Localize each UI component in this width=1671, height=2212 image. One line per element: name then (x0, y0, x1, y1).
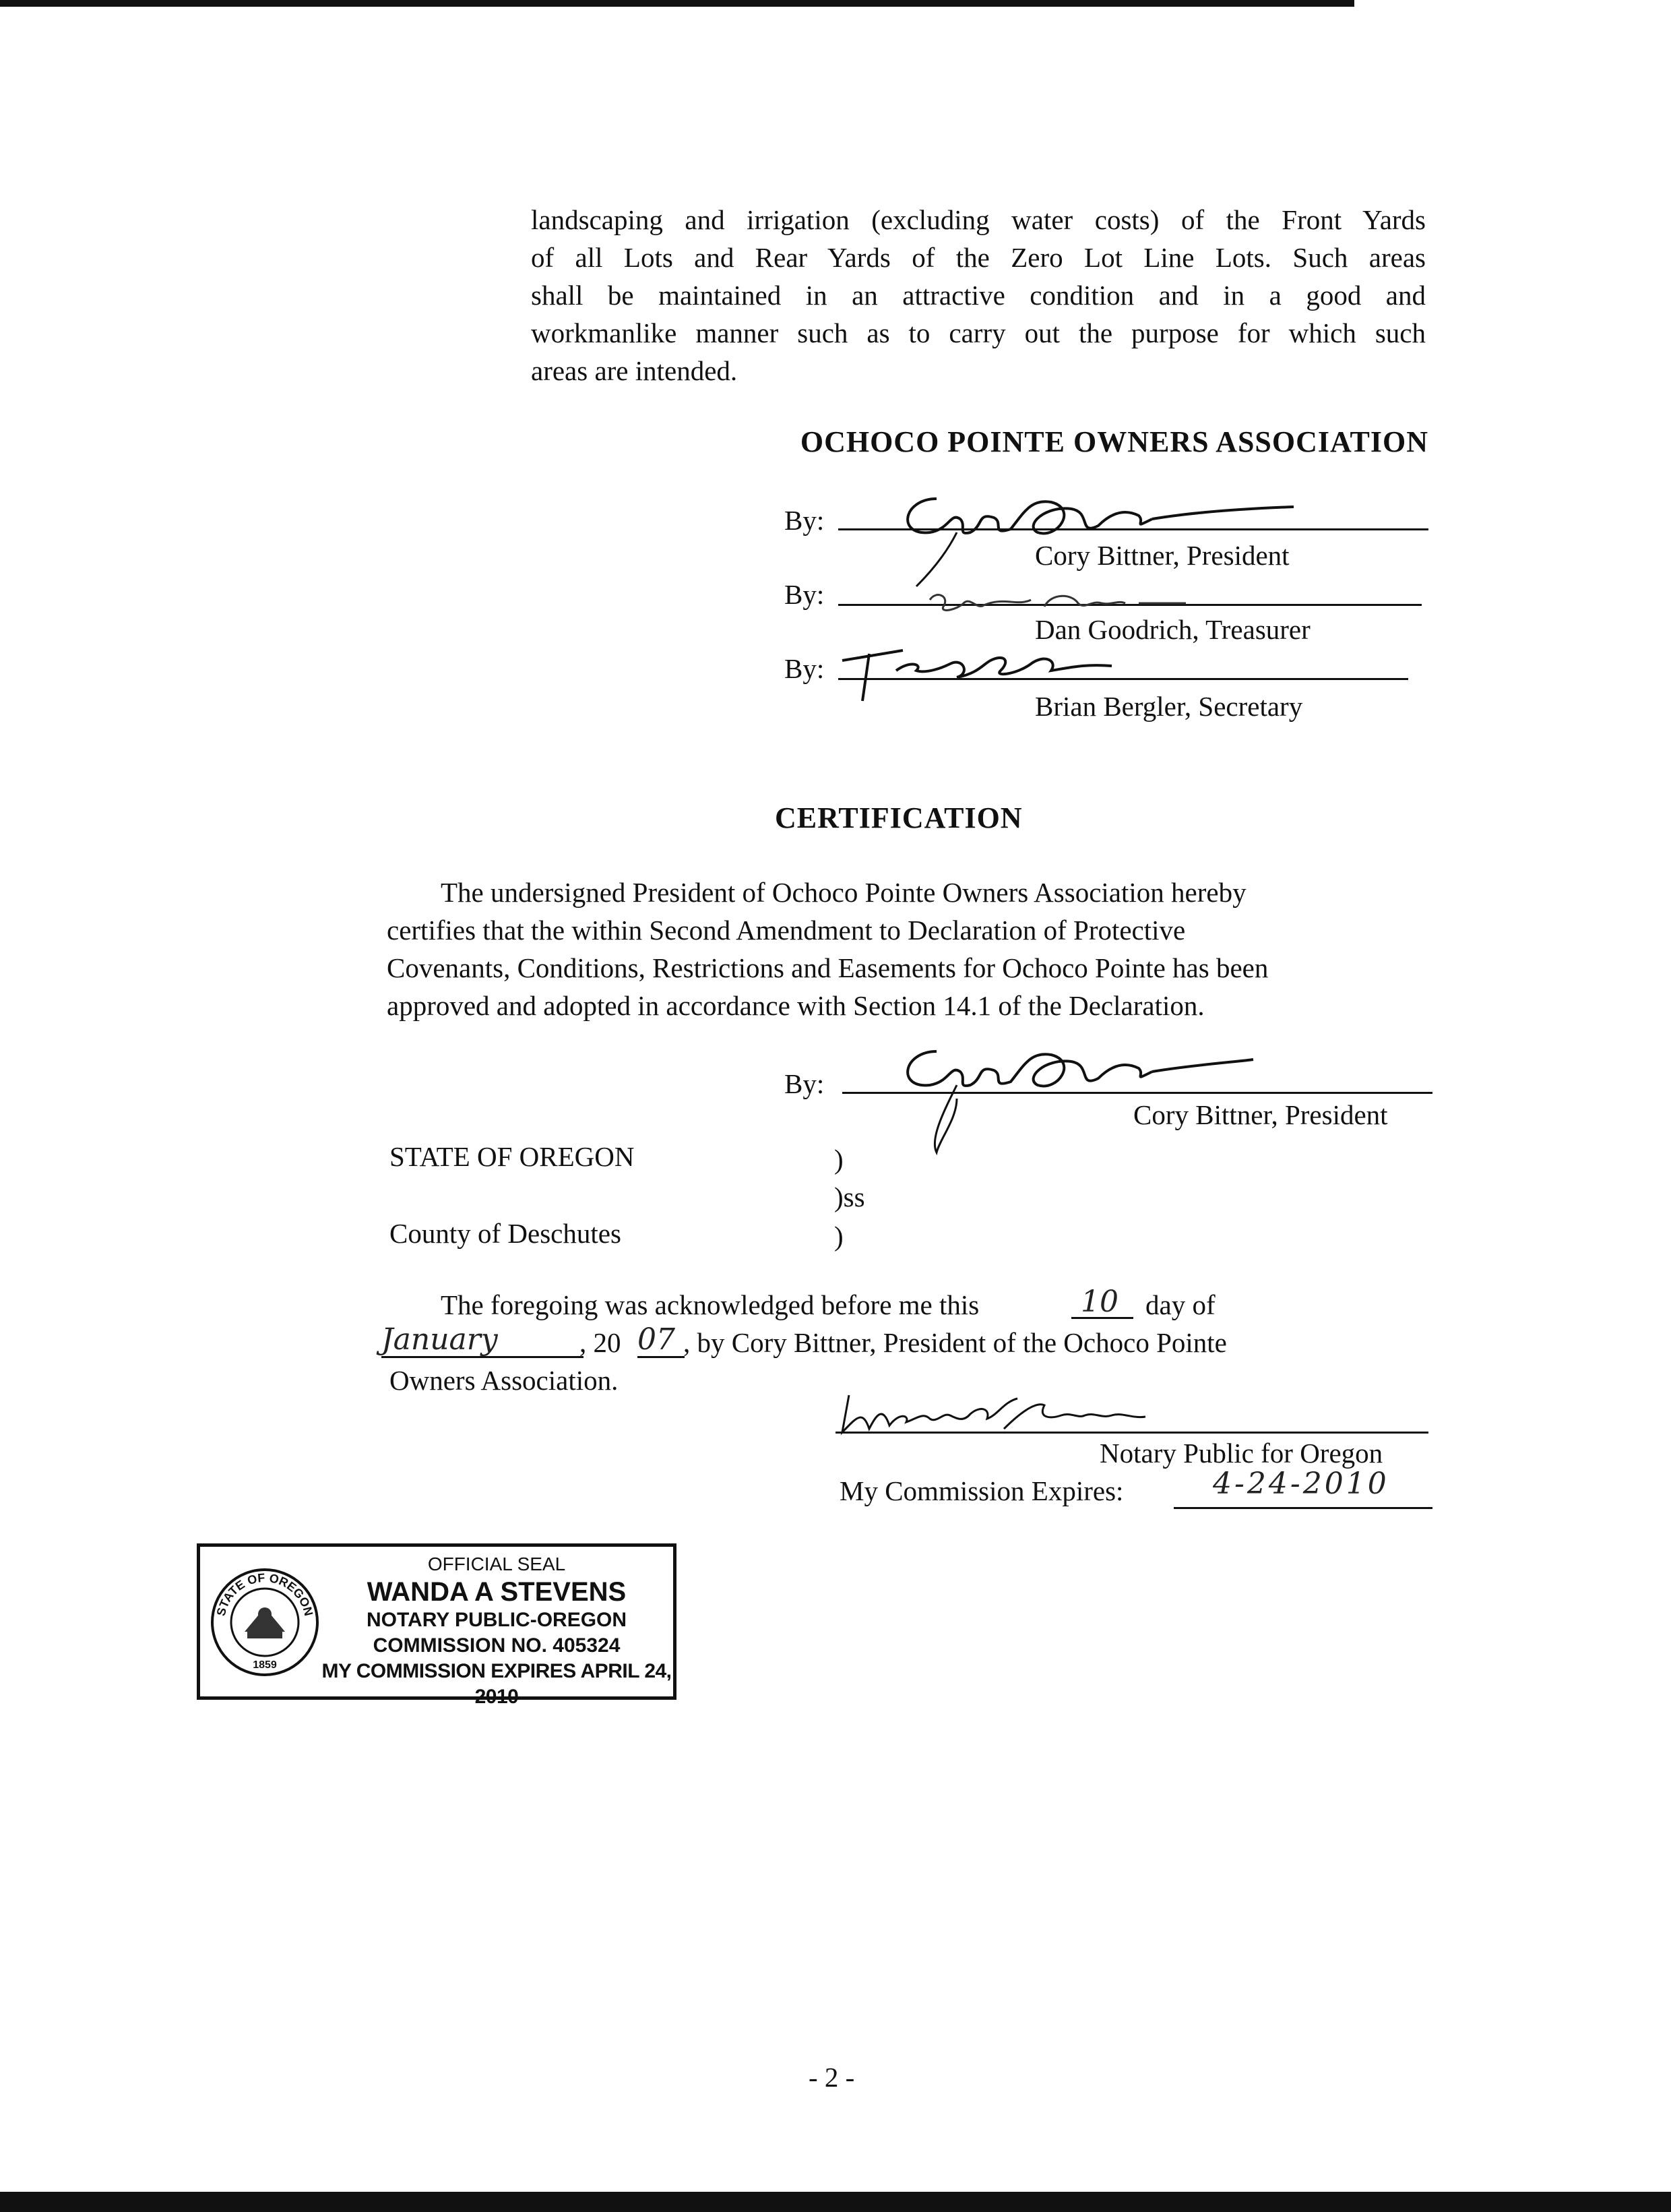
signature-line (842, 1092, 1432, 1094)
signatory-name-president: Cory Bittner, President (1035, 540, 1290, 571)
commission-label: My Commission Expires: (840, 1475, 1124, 1506)
certification-title: CERTIFICATION (775, 801, 1023, 834)
notary-signature-line (836, 1432, 1428, 1434)
signature-line (838, 528, 1428, 530)
acknowledgment-line1: The foregoing was acknowledged before me this (441, 1289, 980, 1320)
page-number: - 2 - (809, 2062, 855, 2093)
seal-expiration: MY COMMISSION EXPIRES APRIL 24, 2010 (321, 1660, 672, 1708)
acknowledgment-line2: , by Cory Bittner, President of the Ochoco Pointe (683, 1327, 1227, 1358)
certification-signer-name: Cory Bittner, President (1133, 1099, 1388, 1130)
by-label: By: (784, 653, 825, 684)
certification-text (387, 873, 1424, 1024)
handwritten-month: January (381, 1322, 498, 1357)
by-label: By: (784, 579, 825, 610)
acknowledgment-day-of: day of (1145, 1289, 1216, 1320)
maintenance-paragraph (531, 201, 1426, 390)
paragraph-line: of all Lots and Rear Yards of the Zero Lot Line Lots. Such areas (531, 242, 1426, 273)
signature-line (838, 678, 1408, 680)
certification-line: Covenants, Conditions, Restrictions and Easements for Ochoco Pointe has been (387, 952, 1269, 983)
paragraph-line: workmanlike manner such as to carry out the purpose for which such (531, 317, 1426, 348)
signatory-name-treasurer: Dan Goodrich, Treasurer (1035, 614, 1311, 645)
seal-notary-name: WANDA A STEVENS (367, 1577, 627, 1607)
paragraph-line: landscaping and irrigation (excluding water costs) of the Front Yards (531, 204, 1426, 235)
venue-paren: ) (834, 1144, 844, 1175)
seal-line: OFFICIAL SEAL (427, 1554, 566, 1574)
oregon-state-seal-icon (210, 1567, 320, 1678)
top-scan-border (0, 0, 1354, 7)
bottom-scan-border (0, 2192, 1671, 2212)
venue-paren: ) (834, 1221, 844, 1252)
acknowledgment-year-prefix: , 20 (579, 1327, 621, 1358)
handwritten-day: 10 (1081, 1285, 1118, 1319)
venue-ss: )ss (834, 1181, 865, 1212)
seal-line: NOTARY PUBLIC-OREGON (366, 1609, 627, 1631)
official-seal-stamp (197, 1543, 676, 1708)
paragraph-line: areas are intended. (531, 355, 738, 386)
seal-text-block (321, 1552, 672, 1710)
state-label: STATE OF OREGON (389, 1141, 635, 1172)
signature-line (838, 604, 1422, 606)
by-label: By: (784, 505, 825, 536)
handwritten-year: 07 (637, 1322, 675, 1357)
certification-line: certifies that the within Second Amendment to Declaration of Protective (387, 915, 1186, 946)
handwritten-commission-date: 4-24-2010 (1213, 1467, 1389, 1501)
notary-title: Notary Public for Oregon (1100, 1438, 1383, 1469)
association-title: OCHOCO POINTE OWNERS ASSOCIATION (800, 425, 1428, 458)
signatory-name-secretary: Brian Bergler, Secretary (1035, 691, 1303, 722)
seal-emblem-text: STATE OF OREGON (214, 1570, 316, 1618)
acknowledgment-line3: Owners Association. (389, 1365, 619, 1396)
by-label: By: (784, 1068, 825, 1099)
certification-line: approved and adopted in accordance with Section 14.1 of the Declaration. (387, 990, 1205, 1021)
paragraph-line: shall be maintained in an attractive condition and in a good and (531, 280, 1426, 311)
seal-commission-number: COMMISSION NO. 405324 (373, 1634, 621, 1657)
certification-line: The undersigned President of Ochoco Pointe Owners Association hereby (441, 877, 1247, 908)
county-label: County of Deschutes (389, 1218, 621, 1249)
seal-emblem-year: 1859 (253, 1659, 277, 1671)
commission-fill-line (1174, 1507, 1432, 1509)
